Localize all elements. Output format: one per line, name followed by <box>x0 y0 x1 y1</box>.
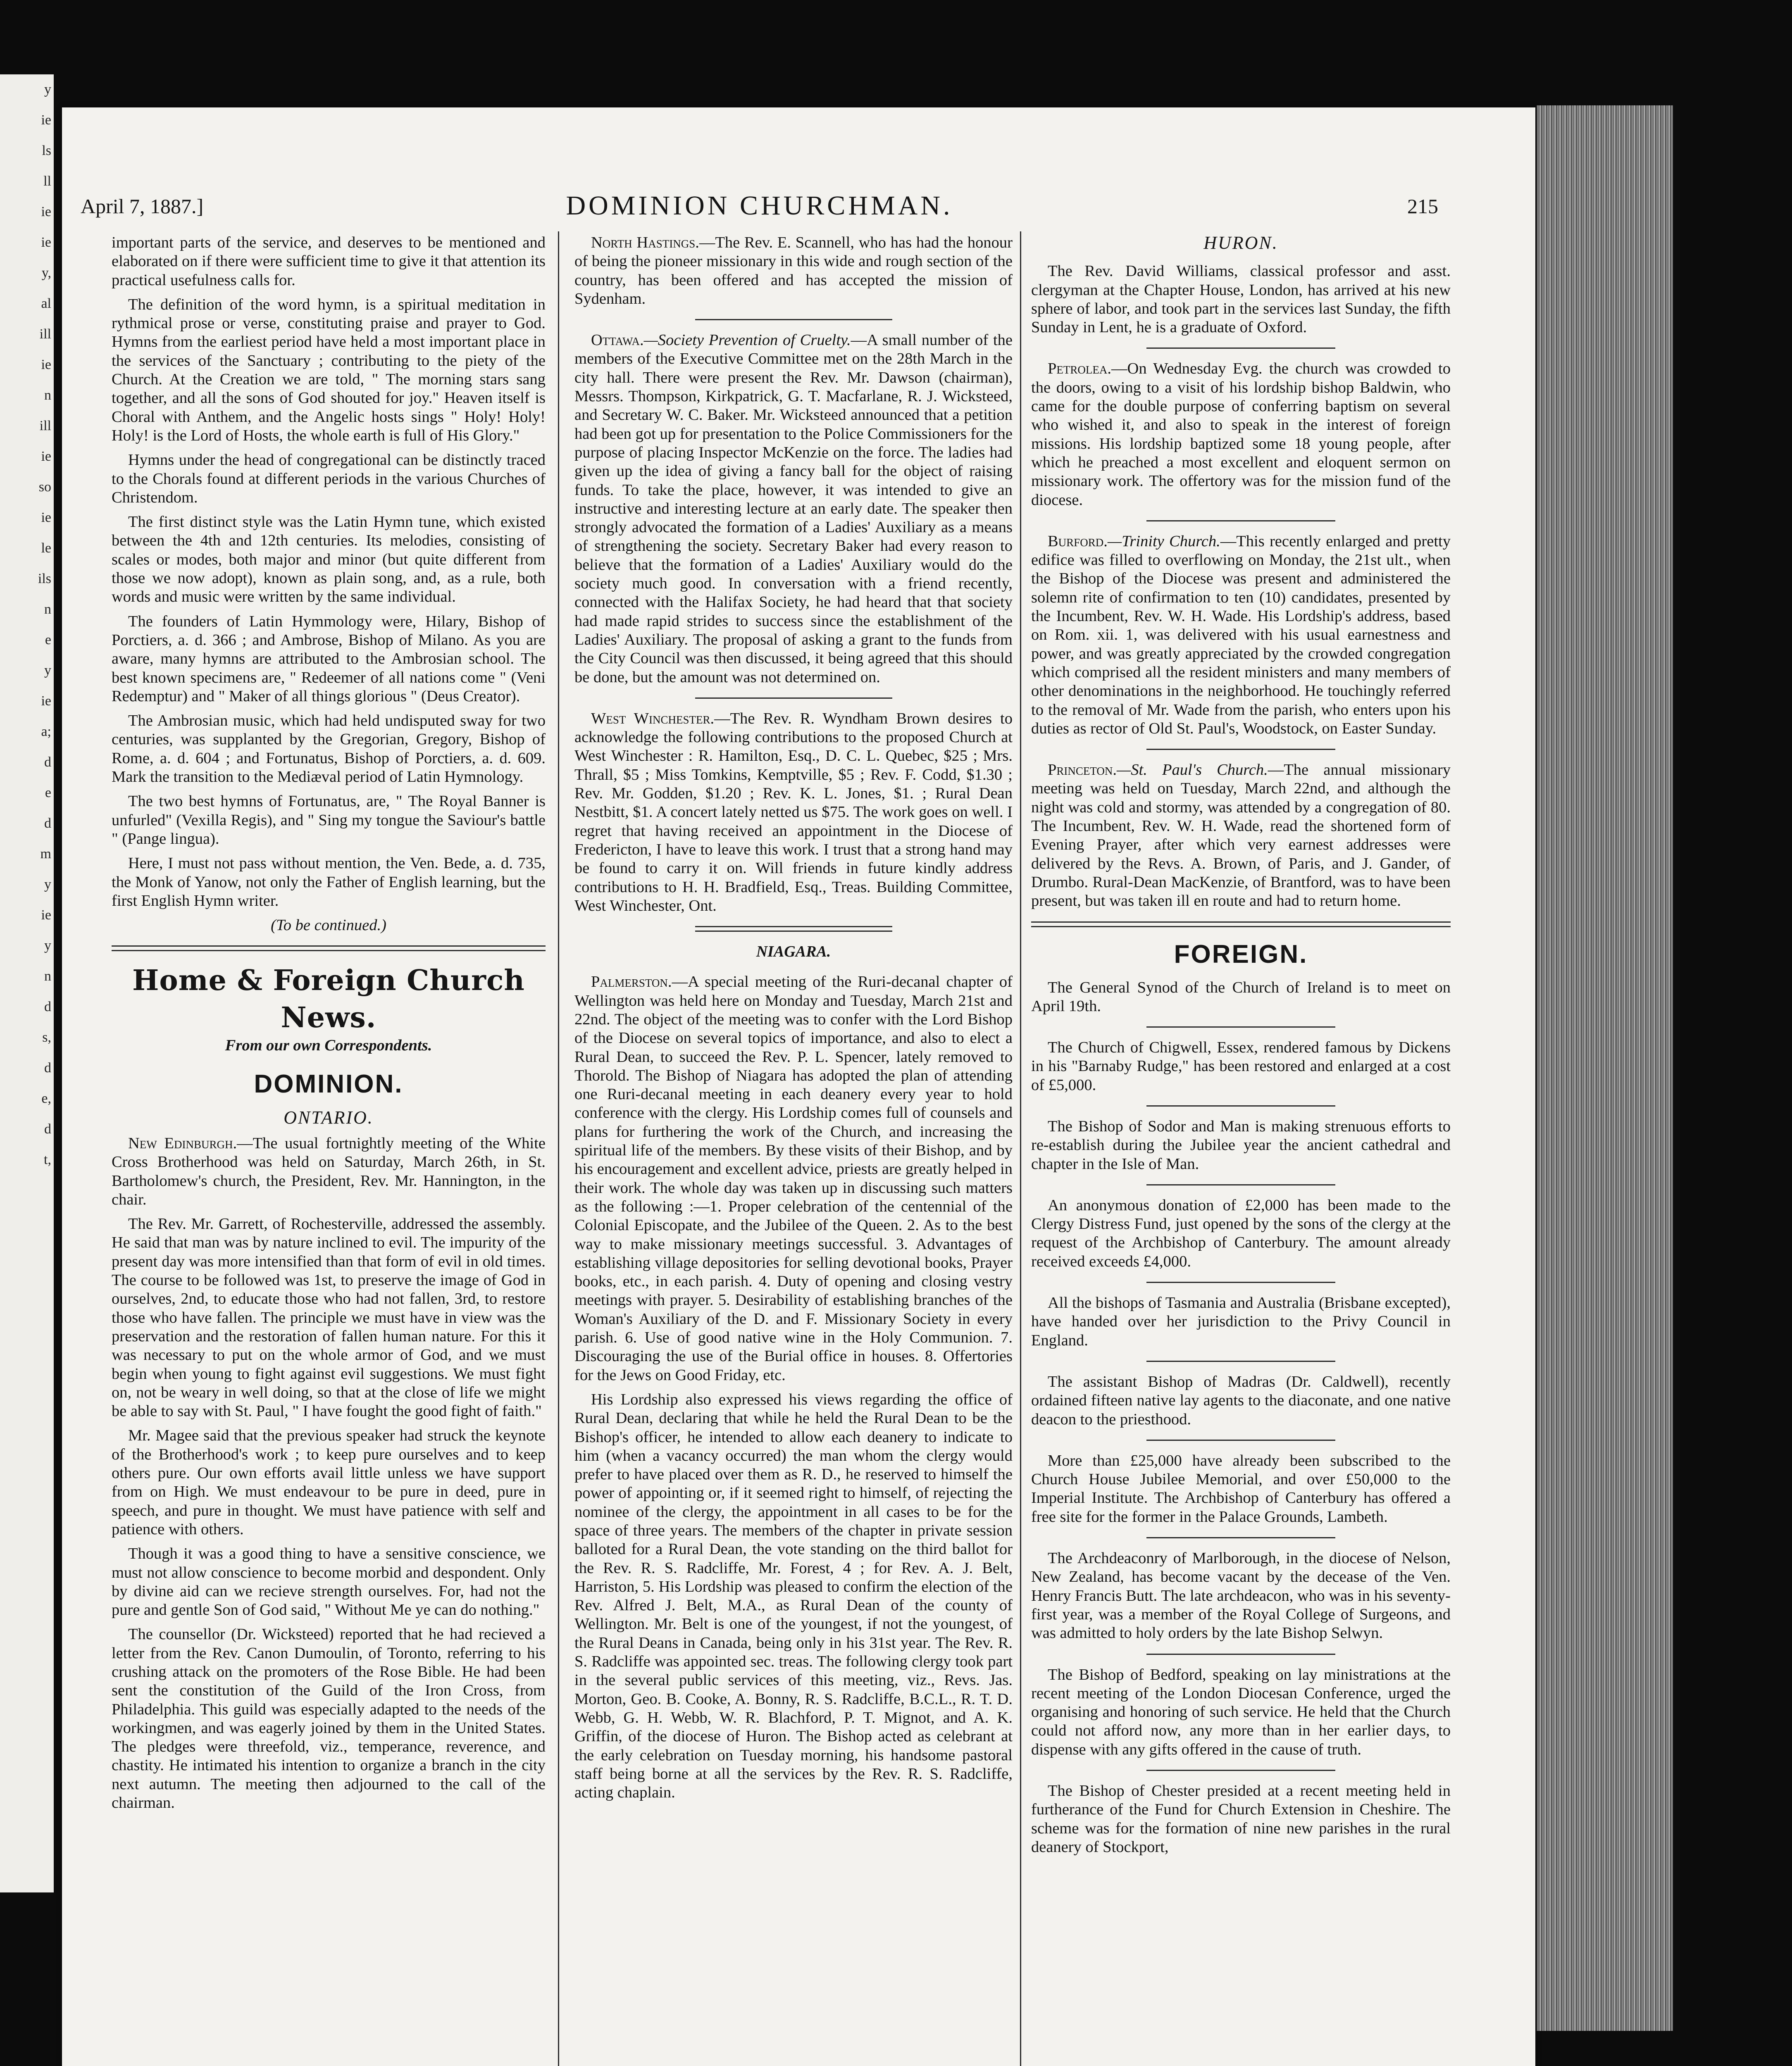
place-lead: Princeton. <box>1048 761 1117 779</box>
paragraph: Though it was a good thing to have a sensitive conscience, we must not allow conscience to become morbid and despondent. Only by divine aid can we recieve strength ourselves. For, had not the pure and gentle Son of God said, " Without Me ye can do nothing." <box>112 1545 546 1619</box>
margin-fragment: ie <box>41 357 51 372</box>
paragraph: The definition of the word hymn, is a spiritual meditation in rythmical prose or verse, constituting praise and prayer to God. Hymns from the earliest period have held a most important place in the services of the Sanctuary ; contributing to the piety of the Church. At the Creation we are told, " The morning stars sang together, and all the sons of God shouted for joy." Heaven itself is Choral with Anthem, and the Angelic hosts sings " Holy! Holy! Holy! is the Lord of Hosts, the whole earth is full of His Glory." <box>112 295 546 444</box>
paragraph: The two best hymns of Fortunatus, are, " The Royal Banner is unfurled" (Vexilla Regis), and " Sing my tongue the Saviour's battle " (Pange lingua). <box>112 793 546 847</box>
paragraph: —On Wednesday Evg. the church was crowded to the doors, owing to a visit of his lordship bishop Baldwin, who came for the double purpose of conferring baptism on several who wished it, and also to speak in the interest of foreign missions. His lordship baptized some 18 young people, after which he preached a most excellent and eloquent sermon on missionary work. The offertory was for the mission fund of the diocese. <box>1031 360 1451 509</box>
separator <box>1146 1654 1335 1655</box>
place-lead: Ottawa. <box>591 331 644 349</box>
column-1 <box>112 233 546 1818</box>
paragraph: —The usual fortnightly meeting of the White Cross Brotherhood was held on Saturday, March 26th, in St. Bartholomew's church, the President, Rev. Mr. Hannington, in the chair. <box>112 1134 546 1208</box>
place-lead: Palmerston. <box>591 973 672 991</box>
margin-fragment: al <box>41 296 51 311</box>
margin-fragment: n <box>44 602 51 617</box>
margin-fragment: d <box>44 755 51 770</box>
margin-fragment: d <box>44 999 51 1014</box>
paragraph: —A special meeting of the Ruri-decanal chapter of Wellington was held here on Monday and Tuesday, March 21st and 22nd. The object of the meeting was to confer with the Lord Bishop of the Diocese on several topics of importance, and also to elect a Rural Dean, to succeed the Rev. P. L. Spencer, lately removed to Thorold. The Bishop of Niagara has adopted the plan of attending one Ruri-decanal meeting in each deanery every year to hold conference with the clergy. His Lordship comes full of counsels and plans for furthering the work of the Church, and increasing the spiritual life of the members. By these visits of their Bishop, and by his encouragement and excellent advice, priests are greatly helped in their work. The whole day was taken up in discussing such matters as the following :—1. Proper celebration of the centennial of the Colonial Episcopate, and the Jubilee of the Queen. 2. As to the best way to make missionary meetings successful. 3. Advantages of establishing village depositories for selling devotional books, Prayer books, etc., in each parish. 4. Duty of opening and closing vestry meetings with prayer. 5. Desirability of establishing branches of the Woman's Auxiliary of the D. and F. Missionary Society in every parish. 6. Use of good native wine in the Holy Communion. 7. Discouraging the use of the Burial office in houses. 8. Offertories for the Jews on Good Friday, etc. <box>574 973 1013 1384</box>
place-lead: Burford. <box>1048 532 1108 550</box>
page-header <box>81 190 1438 223</box>
to-be-continued: (To be continued.) <box>271 916 386 934</box>
margin-fragment: ils <box>38 571 51 586</box>
paragraph: The Bishop of Sodor and Man is making strenuous efforts to re-establish during the Jubilee year the ancient cathedral and chapter in the Isle of Man. <box>1031 1117 1451 1173</box>
ontario-heading: ONTARIO. <box>284 1107 374 1128</box>
margin-fragment: y <box>44 663 51 678</box>
separator <box>1146 1440 1335 1441</box>
margin-fragment: y <box>44 938 51 953</box>
margin-fragment: ill <box>39 326 51 342</box>
dominion-heading: DOMINION. <box>254 1069 403 1098</box>
paragraph: —The Rev. E. Scannell, who has had the honour of being the pioneer missionary in this wide and rough section of the country, has been offered and has accepted the mission of Sydenham. <box>574 234 1013 307</box>
margin-fragment: d <box>44 816 51 831</box>
paragraph: The assistant Bishop of Madras (Dr. Caldwell), recently ordained fifteen native lay agents to the diaconate, and one native deacon to the priesthood. <box>1031 1373 1451 1428</box>
paragraph: The Rev. Mr. Garrett, of Rochesterville, addressed the assembly. He said that man was by nature inclined to evil. The impurity of the present day was more intensified than that form of evil in old times. The course to be followed was 1st, to preserve the image of God in ourselves, 2nd, to educate those who had not fallen, 3rd, to restore those who have fallen. The principle we must have in view was the preservation and the restoration of fallen human nature. For this it was necessary to put on the whole armor of God, and we must begin when young to fight against evil suggestions. We must fight on, not be weary in well doing, so that at the close of life we might be able to say with St. Paul, " I have fought the good fight of faith." <box>112 1215 546 1420</box>
subject-lead: —St. Paul's Church. <box>1117 761 1268 779</box>
page-stack-edge <box>1537 105 1673 2031</box>
paragraph: —The Rev. R. Wyndham Brown desires to acknowledge the following contributions to the proposed Church at West Winchester : R. Hamilton, Esq., D. C. L. Quebec, $25 ; Mrs. Thrall, $5 ; Miss Tomkins, Kemptville, $5 ; Rev. F. Codd, $1.30 ; Rev. Mr. Godden, $1.20 ; Rev. K. L. Jones, $1. ; Rural Dean Nestbitt, $1. A concert lately netted us $75. The work goes on well. I regret that having received an appointment in the Diocese of Fredericton, I have to leave this work. I trust that a strong hand may be found to carry it on. Will friends in future kindly address contributions to H. H. Bradfield, Esq., Treas. Building Committee, West Winchester, Ont. <box>574 709 1013 914</box>
paragraph: Mr. Magee said that the previous speaker had struck the keynote of the Brotherhood's work ; to keep pure ourselves and to keep others pure. Our own efforts avail little unless we have support from on High. We must endeavour to be pure in deed, pure in speech, and pure in thought. We must have patience with self and patience with others. <box>112 1427 546 1538</box>
subject-lead: —Society Prevention of Cruelty. <box>643 331 851 349</box>
margin-fragment: e <box>45 632 51 647</box>
margin-fragment: ls <box>42 143 51 158</box>
paragraph: —This recently enlarged and pretty edifice was filled to overflowing on Monday, the 21st ult., when the Bishop of the Diocese was present and administered the solemn rite of confirmation to ten (10) candidates, presented by the Incumbent, Rev. W. H. Wade. His Lordship's address, based on Rom. xii. 1, was delivered with his usual earnestness and power, and was greatly appreciated by the crowded congregation which comprised all the resident ministers and many members of other denominations in the neighborhood. He touchingly referred to the removal of Mr. Wade from the parish, who enters upon his duties as rector of Old St. Paul's, Woodstock, on Easter Sunday. <box>1031 532 1451 737</box>
separator <box>1146 1282 1335 1283</box>
paragraph: The Ambrosian music, which had held undisputed sway for two centuries, was supplanted by the Gregorian, Gregory, Bishop of Rome, a. d. 604 ; and Fortunatus, Bishop of Porctiers, a. d. 609. Mark the transition to the Mediæval period of Latin Hymnology. <box>112 712 546 786</box>
margin-fragment: y, <box>41 265 51 281</box>
paragraph: The Bishop of Chester presided at a recent meeting held in furtherance of the Fund for Church Extension in Cheshire. The scheme was for the formation of nine new parishes in the rural deanery of Stockport, <box>1031 1782 1451 1856</box>
margin-fragment: m <box>40 846 51 862</box>
foreign-heading: FOREIGN. <box>1174 940 1308 969</box>
margin-fragment: e, <box>41 1091 51 1106</box>
margin-fragment: n <box>44 969 51 984</box>
paragraph: The founders of Latin Hymmology were, Hilary, Bishop of Porctiers, a. d. 366 ; and Ambrose, Bishop of Milano. As you are aware, many hymns are attributed to the Ambrosian school. The best known specimens are, " Redeemer of all nations come " (Veni Redemptur) and " Maker of all things glorious " (Deus Creator). <box>112 612 546 705</box>
margin-fragment: y <box>44 877 51 892</box>
place-lead: North Hastings. <box>591 234 699 251</box>
section-subtitle: From our own Correspondents. <box>225 1037 432 1054</box>
adjacent-page-strip <box>0 74 54 1892</box>
column-rule-2 <box>1020 231 1021 2066</box>
paragraph: important parts of the service, and deserves to be mentioned and elaborated on if there were sufficient time to give it that attention its practical usefulness calls for. <box>112 234 546 289</box>
place-lead: New Edinburgh. <box>128 1134 237 1152</box>
separator <box>1146 1537 1335 1538</box>
margin-fragment: ie <box>41 510 51 525</box>
margin-fragment: t, <box>44 1152 51 1167</box>
column-2 <box>574 233 1013 1808</box>
paragraph: The counsellor (Dr. Wicksteed) reported that he had recieved a letter from the Rev. Canon Dumoulin, of Toronto, referring to his crushing attack on the promoters of the Rose Bible. He had been sent the constitution of the Guild of the Iron Cross, from Philadelphia. This guild was especially adapted to the needs of the workingmen, and was eagerly joined by them in the United States. The pledges were threefold, viz., temperance, reverence, and chastity. He intimated his intention to organize a branch in the city next autumn. The meeting then adjourned to the call of the chairman. <box>112 1626 546 1812</box>
margin-fragment: s, <box>42 1030 51 1045</box>
subject-lead: —Trinity Church. <box>1107 532 1220 550</box>
paragraph: His Lordship also expressed his views regarding the office of Rural Dean, declaring that while he held the Rural Dean to be the Bishop's officer, he intended to allow each deanery to indicate to him (when a vacancy occurred) the man whom the clergy would prefer to have placed over them as R. D., he reserved to himself the power of appointing or, if it seemed right to himself, of rejecting the nominee of the clergy, the appointment in all cases to be for the space of three years. The members of the chapter in private session balloted for a Rural Dean, the vote standing on the third ballot for the Rev. R. S. Radcliffe, Mr. Forest, 4 ; for Rev. A. J. Belt, Harriston, 5. His Lordship was pleased to confirm the election of the Rev. Alfred J. Belt, M.A., as Rural Dean of the county of Wellington. Mr. Belt is one of the youngest, if not the youngest, of the Rural Deans in Canada, being only in his 31st year. The Rev. R. S. Radcliffe was appointed sec. treas. The following clergy took part in the several public services of this meeting, viz., Revs. Jas. Morton, Geo. B. Cooke, A. Bonny, R. S. Radcliffe, B.C.L., R. T. D. Webb, G. H. Webb, W. R. Blachford, P. T. Mignot, and A. K. Griffin, of the diocese of Huron. The Bishop acted as celebrant at the early celebration on Tuesday morning, his handsome pastoral staff being borne at all the services by the Rev. R. S. Radcliffe, acting chaplain. <box>574 1390 1013 1802</box>
place-lead: West Winchester. <box>591 709 715 727</box>
margin-fragment: ie <box>41 112 51 128</box>
section-rule <box>112 945 546 951</box>
margin-fragment: d <box>44 1060 51 1076</box>
margin-fragment: e <box>45 785 51 800</box>
margin-fragment: a; <box>41 724 51 739</box>
margin-fragment: so <box>38 479 51 495</box>
separator <box>695 926 892 932</box>
margin-fragment: ie <box>41 693 51 709</box>
margin-fragment: ie <box>41 449 51 464</box>
page-number: 215 <box>1407 195 1438 218</box>
separator <box>1031 921 1451 927</box>
margin-fragment: y <box>44 82 51 97</box>
paragraph: Here, I must not pass without mention, the Ven. Bede, a. d. 735, the Monk of Yanow, not only the Father of English learning, but the first English Hymn writer. <box>112 854 546 909</box>
separator <box>1146 749 1335 750</box>
huron-heading: HURON. <box>1203 233 1278 253</box>
separator <box>1146 520 1335 521</box>
niagara-heading: NIAGARA. <box>756 943 831 961</box>
margin-fragment: le <box>41 540 51 556</box>
paragraph: —The annual missionary meeting was held on Tuesday, March 22nd, and although the night was cold and stormy, was attended by a congregation of 80. The Incumbent, Rev. W. H. Wade, read the shortened form of Evening Prayer, after which very earnest addresses were delivered by the Revs. A. Brown, of Paris, and J. Gander, of Drumbo. Rural-Dean MacKenzie, of Brantford, was to have been present, but was taken ill en route and had to return home. <box>1031 761 1451 910</box>
issue-date: April 7, 1887.] <box>81 195 204 218</box>
paragraph: Hymns under the head of congregational can be distinctly traced to the Chorals found at different periods in the various Churches of Christendom. <box>112 451 546 506</box>
separator <box>1146 348 1335 349</box>
paragraph: All the bishops of Tasmania and Australia (Brisbane excepted), have handed over her jurisdiction to the Privy Council in England. <box>1031 1294 1451 1349</box>
separator <box>695 697 892 699</box>
place-lead: Petrolea. <box>1048 360 1112 378</box>
separator <box>1146 1026 1335 1028</box>
paragraph: The Archdeaconry of Marlborough, in the diocese of Nelson, New Zealand, has become vacant by the decease of the Ven. Henry Francis Butt. The late archdeacon, who was in his seventy-first year, was a member of the Royal College of Surgeons, and was admitted to holy orders by the late Bishop Selwyn. <box>1031 1550 1451 1642</box>
margin-fragment: ill <box>39 418 51 433</box>
paragraph: The Church of Chigwell, Essex, rendered famous by Dickens in his "Barnaby Rudge," has been restored and enlarged at a cost of £5,000. <box>1031 1039 1451 1094</box>
section-title: Home & Foreign Church News. <box>132 964 525 1035</box>
separator <box>1146 1105 1335 1107</box>
paragraph: The General Synod of the Church of Ireland is to meet on April 19th. <box>1031 978 1451 1015</box>
separator <box>1146 1184 1335 1185</box>
margin-fragment: ie <box>41 204 51 219</box>
masthead-title: DOMINION CHURCHMAN. <box>566 190 953 221</box>
paragraph: The first distinct style was the Latin Hymn tune, which existed between the 4th and 12th centuries. Its melodies, consisting of scales or modes, both major and minor (but quite different from those we now adopt), known as plain song, and, as a rule, both words and music were written by the same individual. <box>112 513 546 606</box>
paragraph: The Bishop of Bedford, speaking on lay ministrations at the recent meeting of the London Diocesan Conference, urged the organising and honoring of such service. He held that the Church could not afford now, any more than in her earlier days, to dispense with any gifts offered in the cause of truth. <box>1031 1666 1451 1758</box>
paragraph: More than £25,000 have already been subscribed to the Church House Jubilee Memorial, and over £50,000 to the Imperial Institute. The Archbishop of Canterbury has offered a free site for the former in the Palace Grounds, Lambeth. <box>1031 1452 1451 1526</box>
column-3 <box>1031 233 1451 1862</box>
separator <box>1146 1770 1335 1771</box>
separator <box>695 319 892 320</box>
margin-fragment: d <box>44 1121 51 1137</box>
column-rule-1 <box>558 231 559 2066</box>
margin-fragment: n <box>44 388 51 403</box>
separator <box>1146 1361 1335 1362</box>
margin-fragment: ie <box>41 907 51 923</box>
margin-fragment: ie <box>41 235 51 250</box>
margin-fragment: ll <box>43 174 51 189</box>
paragraph: An anonymous donation of £2,000 has been made to the Clergy Distress Fund, just opened by the sons of the clergy at the request of the Archbishop of Canterbury. The amount already received exceeds £4,000. <box>1031 1196 1451 1270</box>
paragraph: —A small number of the members of the Executive Committee met on the 28th March in the city hall. There were present the Rev. Mr. Dawson (chairman), Messrs. Thompson, Kirkpatrick, G. T. Macfarlane, R. J. Wicksteed, and Secretary W. C. Baker. Mr. Wicksteed announced that a petition had been got up for presentation to the Police Commissioners for the purpose of placing Inspector McKenzie on the force. The ladies had given up the idea of giving a fancy ball for the object of raising funds. To take the place, however, it was intended to give an instructive and interesting lecture at an early date. The speaker then strongly advocated the formation of a Ladies' Auxiliary as a means of strengthening the society. Secretary Baker had every reason to believe that the formation of a Ladies' Auxiliary would do the society much good. In conversation with a friend recently, connected with the Halifax Society, he had heard that that society had made rapid strides to success since the establishment of the Ladies' Auxiliary. The proposal of asking a grant to the funds from the City Council was then discussed, it being agreed that this should be done, but the amount was not determined on. <box>574 331 1013 686</box>
paragraph: The Rev. David Williams, classical professor and asst. clergyman at the Chapter House, London, has arrived at his new sphere of labor, and took part in the services last Sunday, the fifth Sunday in Lent, he is a graduate of Oxford. <box>1031 262 1451 336</box>
